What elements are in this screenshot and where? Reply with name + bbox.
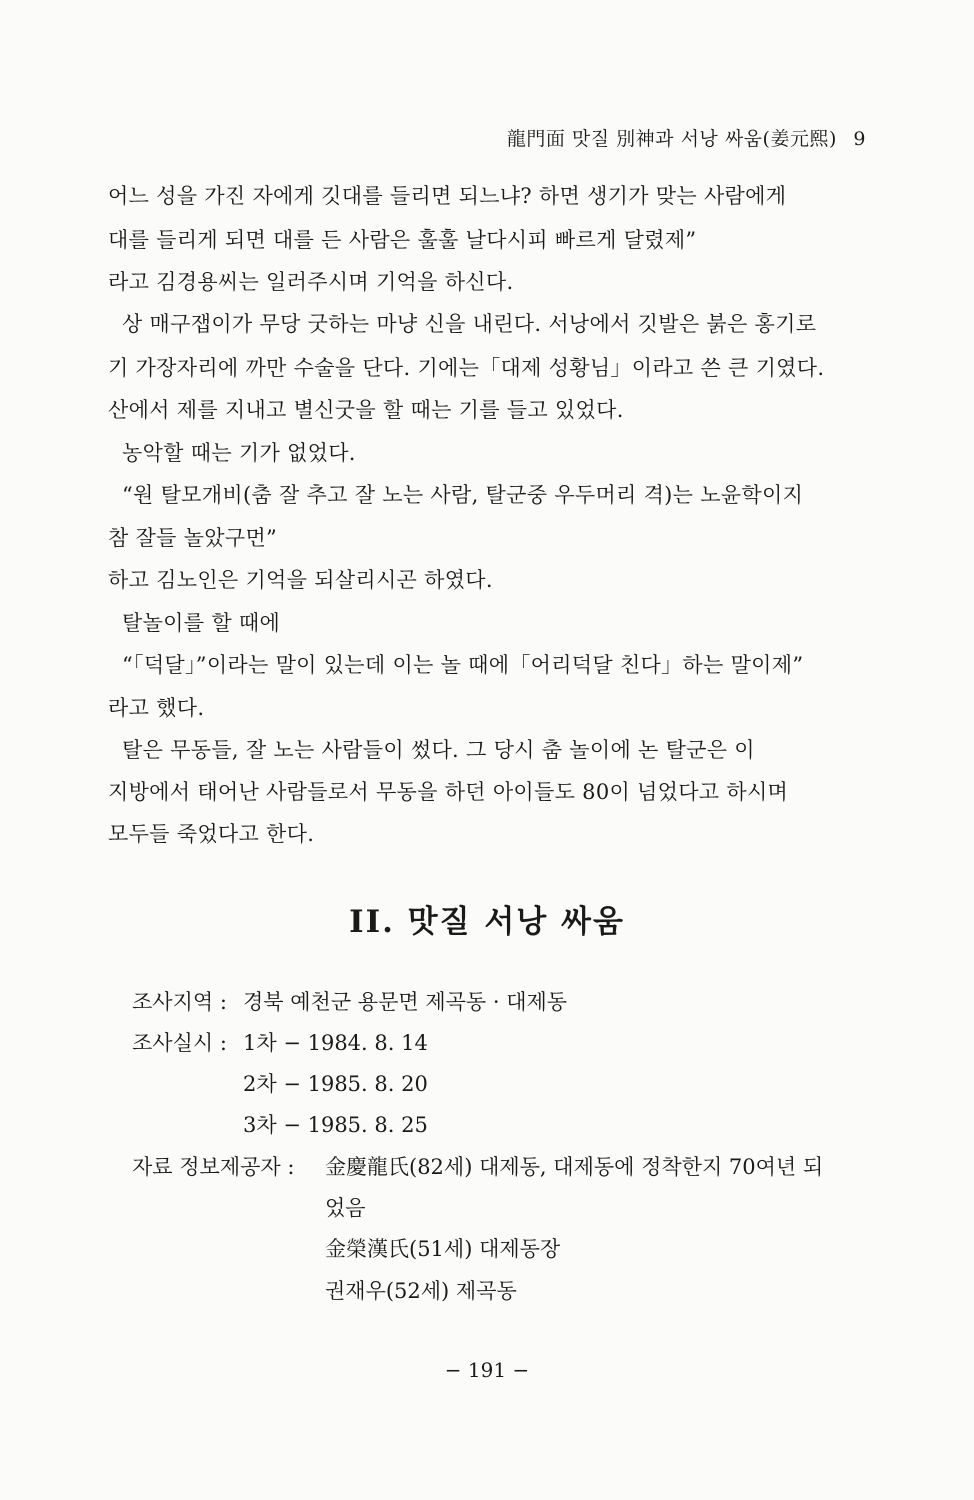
running-title: 龍門面 맛질 別神과 서낭 싸움(姜元熙) bbox=[506, 128, 837, 150]
body-line: 상 매구잽이가 무당 굿하는 마냥 신을 내린다. 서낭에서 깃발은 붉은 홍기로 bbox=[122, 312, 817, 336]
footer-page-number: − 191 − bbox=[444, 1358, 530, 1382]
informant-entry: 金慶龍氏(82세) 대제동, 대제동에 정착한지 70여년 되 bbox=[325, 1155, 824, 1179]
body-line: 하고 김노인은 기억을 되살리시곤 하였다. bbox=[108, 568, 493, 592]
informant-entry: 金榮漢氏(51세) 대제동장 bbox=[325, 1237, 561, 1261]
body-line: “원 탈모개비(춤 잘 추고 잘 노는 사람, 탈군중 우두머리 격)는 노윤학이지 bbox=[122, 483, 804, 507]
survey-date-1: 1차 − 1984. 8. 14 bbox=[243, 1031, 428, 1055]
body-line: 농악할 때는 기가 없었다. bbox=[122, 441, 356, 465]
body-line: “「덕달」”이라는 말이 있는데 이는 놀 때에「어리덕달 친다」하는 말이제” bbox=[122, 653, 804, 677]
body-line: 라고 김경용씨는 일러주시며 기억을 하신다. bbox=[108, 270, 514, 294]
section-title: II. 맛질 서낭 싸움 bbox=[349, 904, 625, 940]
informant-label: 자료 정보제공자 : bbox=[132, 1155, 295, 1179]
body-line: 탈놀이를 할 때에 bbox=[122, 611, 281, 635]
running-header bbox=[507, 124, 866, 151]
header-page-number: 9 bbox=[853, 128, 866, 150]
body-line: 대를 들리게 되면 대를 든 사람은 훌훌 날다시피 빠르게 달렸제” bbox=[108, 228, 697, 252]
informant-entry: 권재우(52세) 제곡동 bbox=[325, 1279, 517, 1303]
body-line: 참 잘들 놀았구먼” bbox=[108, 526, 278, 550]
body-line: 모두들 죽었다고 한다. bbox=[108, 822, 315, 846]
survey-region-label: 조사지역 : bbox=[132, 990, 227, 1014]
survey-date-3: 3차 − 1985. 8. 25 bbox=[243, 1113, 428, 1137]
body-line: 라고 했다. bbox=[108, 696, 205, 720]
body-line: 탈은 무동들, 잘 노는 사람들이 썼다. 그 당시 춤 놀이에 논 탈군은 이 bbox=[122, 738, 755, 762]
survey-date-2: 2차 − 1985. 8. 20 bbox=[243, 1072, 428, 1096]
informant-entry-continued: 었음 bbox=[325, 1196, 366, 1220]
body-line: 기 가장자리에 까만 수술을 단다. 기에는「대제 성황님」이라고 쓴 큰 기였다. bbox=[108, 356, 825, 380]
survey-date-label: 조사실시 : bbox=[132, 1031, 227, 1055]
survey-region-value: 경북 예천군 용문면 제곡동 · 대제동 bbox=[243, 990, 568, 1014]
body-line: 지방에서 태어난 사람들로서 무동을 하던 아이들도 80이 넘었다고 하시며 bbox=[108, 780, 789, 804]
body-line: 어느 성을 가진 자에게 깃대를 들리면 되느냐? 하면 생기가 맞는 사람에게 bbox=[108, 184, 787, 208]
body-line: 산에서 제를 지내고 별신굿을 할 때는 기를 들고 있었다. bbox=[108, 398, 624, 422]
